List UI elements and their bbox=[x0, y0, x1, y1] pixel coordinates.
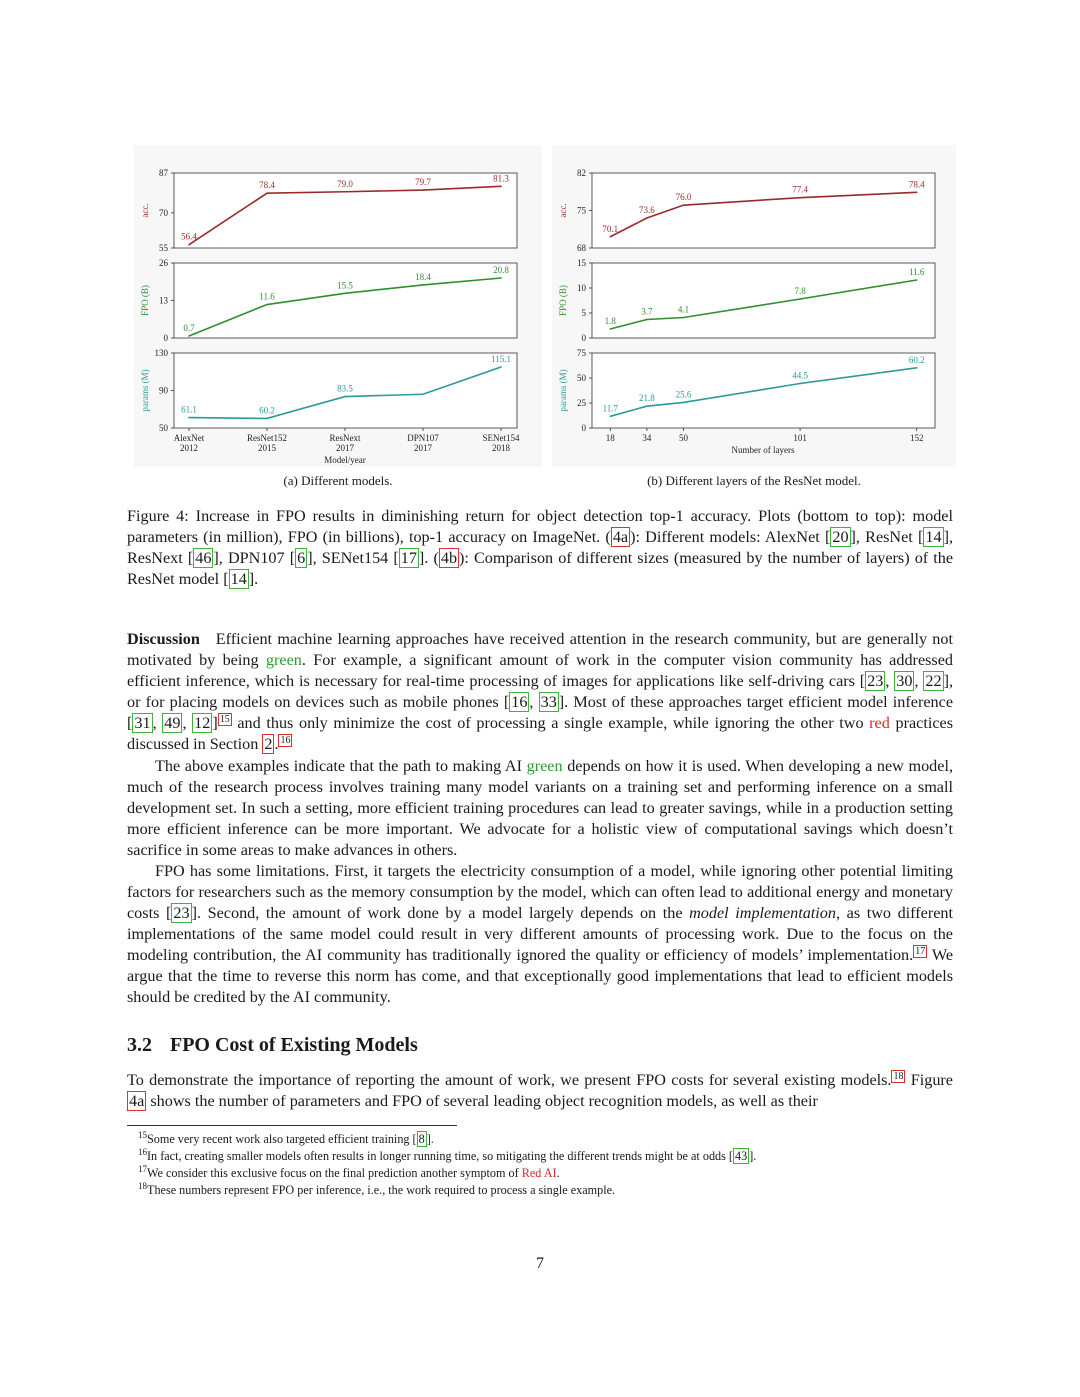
discussion-paragraph bbox=[127, 629, 953, 755]
chart-4a-panel-2-ytick-label: 90 bbox=[159, 385, 168, 396]
chart-4a-xtick-label: 2018 bbox=[492, 443, 510, 453]
green-term: green bbox=[265, 651, 302, 669]
separator: , bbox=[914, 672, 924, 690]
body-text: Figure bbox=[905, 1071, 953, 1089]
body-text: ]. Most of these approaches target efficient model inference [ bbox=[127, 693, 954, 732]
subcaption-a: (a) Different models. bbox=[283, 473, 393, 488]
chart-4a-panel-2-ylabel: params (M) bbox=[140, 369, 150, 412]
chart-4b-panel-0-data-label: 78.4 bbox=[908, 179, 925, 190]
chart-4b-panel-0-ytick-label: 75 bbox=[577, 205, 586, 216]
footnote-text: ]. bbox=[749, 1149, 757, 1164]
chart-4b-panel-0-point bbox=[609, 236, 611, 238]
caption-text: Increase in FPO results in diminishing return for object detection top-1 accuracy. Plots (bottom to top): model parameters (in million), FPO (in billions), top-1 accuracy on ImageNet. ( bbox=[127, 507, 953, 546]
chart-4a-panel-2-ytick-label: 50 bbox=[159, 423, 168, 433]
body-text: , as two different implementations of the same model could result in very different amounts of processing work. Due to the focus on the modeling contribution, the AI community has traditionally ignored the quality or efficiency of models’ implementation. bbox=[127, 904, 954, 964]
body-text: We argue that the time to reverse this norm has come, and that exceptionally good implementations that lead to efficient models should be credited by the AI community. bbox=[127, 946, 954, 1006]
figure-caption-label: Figure 4: bbox=[127, 507, 189, 525]
footnote-number: 18 bbox=[138, 1181, 147, 1191]
chart-4a-panel-1-data-label: 20.8 bbox=[493, 265, 509, 275]
citation-link[interactable]: 8 bbox=[418, 1132, 425, 1147]
figure-caption bbox=[127, 506, 953, 590]
chart-4b-panel-0-point bbox=[683, 204, 685, 206]
footnote-number: 15 bbox=[138, 1130, 147, 1140]
chart-4a-panel-0-ytick-label: 55 bbox=[159, 243, 168, 253]
chart-4a-panel-0-ytick-label: 70 bbox=[159, 207, 168, 218]
chart-4a-panel-1-point bbox=[422, 284, 424, 286]
body-text: ] bbox=[212, 714, 218, 732]
chart-4a-panel-2-data-label: 61.1 bbox=[181, 404, 197, 415]
discussion-heading: Discussion bbox=[127, 630, 200, 648]
chart-4b-panel-1-data-label: 4.1 bbox=[677, 304, 690, 315]
body-text: FPO has some limitations. First, it targets the electricity consumption of a model, while ignoring other potential limiting factors for researchers such as the memory consumption by the model, which can often lead to additional energy and monetary costs [ bbox=[127, 862, 953, 922]
chart-4b-panel-0-ytick-label: 82 bbox=[577, 168, 586, 178]
chart-4b-panel-0-ylabel: acc. bbox=[558, 203, 568, 218]
chart-4b-xtick-label: 101 bbox=[793, 433, 807, 443]
body-text: practices discussed in Section bbox=[127, 714, 953, 753]
chart-4b-panel-1-data-label: 7.8 bbox=[794, 286, 806, 296]
caption-text: ], ResNext [ bbox=[127, 528, 954, 567]
footnote-text: We consider this exclusive focus on the final prediction another symptom of bbox=[147, 1166, 522, 1181]
chart-4b-panel-0-data-label: 73.6 bbox=[639, 205, 655, 215]
footnote-text: In fact, creating smaller models often results in longer running time, so mitigating the different trends might be at odds [ bbox=[147, 1149, 733, 1164]
chart-4b-panel-1-frame bbox=[592, 263, 935, 338]
section-title: FPO Cost of Existing Models bbox=[170, 1034, 418, 1056]
section-heading bbox=[127, 1034, 418, 1057]
chart-4b-panel-2-data-label: 44.5 bbox=[792, 370, 808, 381]
chart-4b-panel-1-ytick-label: 10 bbox=[577, 283, 586, 293]
paragraph-fpo-cost bbox=[127, 1070, 953, 1112]
chart-4a-panel-0-point bbox=[344, 191, 346, 193]
caption-text: ]. ( bbox=[418, 549, 439, 567]
chart-4b-panel-2-ytick-label: 50 bbox=[577, 373, 586, 383]
footnote-text: ]. bbox=[426, 1132, 434, 1147]
chart-4a-panel-0-data-label: 79.7 bbox=[415, 177, 431, 188]
chart-4a-xtick-label: 2017 bbox=[414, 443, 432, 453]
chart-4b-panel-0-data-label: 77.4 bbox=[792, 184, 808, 195]
caption-text: ], ResNet [ bbox=[850, 528, 924, 546]
chart-4a-panel-2-data-label: 60.2 bbox=[259, 405, 275, 416]
chart-4a-xtick-label: 2015 bbox=[258, 443, 276, 453]
red-term: Red AI bbox=[521, 1166, 557, 1181]
chart-4b-panel-1-ytick-label: 5 bbox=[581, 308, 586, 318]
caption-text: ]. bbox=[248, 570, 259, 588]
chart-4a-panel-2-point bbox=[188, 417, 190, 419]
caption-text: ], SENet154 [ bbox=[307, 549, 399, 567]
chart-4a-panel-1-data-label: 0.7 bbox=[183, 322, 195, 333]
chart-4b-xtick-label: 34 bbox=[642, 433, 652, 443]
footnote-number: 17 bbox=[138, 1164, 147, 1174]
body-text: shows the number of parameters and FPO of several leading object recognition models, as well as their bbox=[146, 1092, 818, 1110]
body-text: . For example, a significant amount of work in the computer vision community has addressed efficient inference, which is necessary for real-time processing of images for applications like self-driving cars [ bbox=[127, 651, 954, 690]
caption-text: ): Comparison of different sizes (measured by the number of layers) of the ResNet model [ bbox=[127, 549, 954, 588]
citation-link[interactable]: 46 bbox=[195, 549, 212, 567]
chart-4a-panel-0-data-label: 56.4 bbox=[181, 231, 197, 242]
chart-4a-panel-1-frame bbox=[174, 263, 517, 338]
chart-4b-panel-0-point bbox=[799, 197, 801, 199]
chart-4b-panel-2-data-label: 25.6 bbox=[675, 389, 692, 400]
chart-4b-panel-1-ytick-label: 15 bbox=[577, 258, 586, 268]
chart-4b-panel-1-point bbox=[683, 317, 685, 319]
chart-4b-panel-2-ytick-label: 75 bbox=[577, 348, 586, 358]
green-term: green bbox=[526, 757, 563, 775]
footnote-18 bbox=[138, 1178, 615, 1198]
chart-4b-panel-0-data-label: 70.1 bbox=[602, 223, 619, 234]
chart-4a-xtick-label: SENet154 bbox=[482, 433, 520, 443]
chart-4b-panel-1-point bbox=[646, 319, 648, 321]
chart-4b-panel-2-ytick-label: 25 bbox=[577, 398, 586, 408]
chart-4a-panel-1-point bbox=[266, 304, 268, 306]
citation-link[interactable]: 16 bbox=[511, 693, 528, 711]
chart-4a-panel-0-ytick-label: 87 bbox=[159, 168, 168, 178]
chart-4b-panel-1-ytick-label: 0 bbox=[581, 333, 586, 343]
citation-link[interactable]: 49 bbox=[164, 714, 181, 732]
chart-4a-panel-2-point bbox=[344, 396, 346, 398]
chart-4b-xtick-label: 50 bbox=[678, 433, 688, 443]
paragraph-green-ai bbox=[127, 756, 953, 861]
chart-4a-panel-1-data-label: 15.5 bbox=[337, 280, 353, 291]
separator: , bbox=[152, 714, 163, 732]
chart-4b-svg bbox=[552, 145, 956, 467]
footnote-link[interactable]: 15 bbox=[219, 713, 230, 725]
caption-text: ], DPN107 [ bbox=[213, 549, 296, 567]
chart-4a-panel-1-ytick-label: 0 bbox=[163, 333, 168, 343]
chart-4b-panel-0-point bbox=[646, 217, 648, 219]
chart-4a-panel-0-point bbox=[422, 189, 424, 191]
citation-link[interactable]: 23 bbox=[867, 672, 884, 690]
chart-4a-panel-2-ytick-label: 130 bbox=[154, 348, 168, 358]
body-text: To demonstrate the importance of reporting the amount of work, we present FPO costs for several existing models. bbox=[127, 1071, 892, 1089]
caption-text: ): Different models: AlexNet [ bbox=[630, 528, 831, 546]
section-number: 3.2 bbox=[127, 1034, 152, 1056]
citation-link[interactable]: 31 bbox=[134, 714, 151, 732]
chart-4b-panel-0-ytick-label: 68 bbox=[577, 243, 586, 253]
chart-4a-panel-1-ylabel: FPO (B) bbox=[140, 285, 150, 316]
chart-4b-panel-2-point bbox=[916, 367, 918, 369]
figure-4a bbox=[134, 145, 542, 467]
chart-4a-panel-1-point bbox=[344, 292, 346, 294]
body-text: depends on how it is used. When developing a new model, much of the research process involves training many model variants on a training set and performing inference on a small development set. In such a setting, more efficient training procedures can lead to greater savings, while in a production setting more efficient inference can be more important. We advocate for a holistic view of computational savings which doesn’t sacrifice in some areas to make advances in others. bbox=[127, 757, 953, 859]
citation-link[interactable]: 17 bbox=[400, 549, 417, 567]
chart-4b-xtick-label: 18 bbox=[605, 433, 615, 443]
chart-4a-panel-1-ytick-label: 13 bbox=[159, 295, 168, 306]
footnote-text: These numbers represent FPO per inference, i.e., the work required to process a single example. bbox=[147, 1183, 616, 1198]
citation-link[interactable]: 43 bbox=[735, 1149, 748, 1164]
chart-4b-panel-1-data-label: 3.7 bbox=[641, 306, 653, 317]
chart-4b-xlabel: Number of layers bbox=[731, 445, 795, 455]
paragraph-fpo-limitations bbox=[127, 861, 953, 1008]
chart-4b-panel-2-point bbox=[683, 402, 685, 404]
citation-link[interactable]: 20 bbox=[832, 528, 849, 546]
citation-link[interactable]: 14 bbox=[230, 570, 247, 588]
chart-4a-xtick-label: 2012 bbox=[180, 443, 198, 453]
chart-4a-panel-2-point bbox=[266, 418, 268, 420]
chart-4a-panel-0-data-label: 79.0 bbox=[337, 178, 353, 189]
separator: , bbox=[182, 714, 193, 732]
subcaption-b: (b) Different layers of the ResNet model. bbox=[647, 473, 861, 488]
body-text: ], or for placing models on devices such as mobile phones [ bbox=[127, 672, 954, 711]
chart-4b-panel-2-data-label: 60.2 bbox=[908, 354, 925, 365]
chart-4b-panel-2-data-label: 11.7 bbox=[602, 403, 619, 414]
footnote-rule bbox=[127, 1125, 457, 1126]
chart-4a-panel-2-point bbox=[500, 366, 502, 368]
chart-4b-panel-0-data-label: 76.0 bbox=[675, 192, 692, 203]
citation-link[interactable]: 33 bbox=[540, 693, 557, 711]
page-number: 7 bbox=[536, 1255, 544, 1272]
footnote-link[interactable]: 16 bbox=[280, 734, 291, 746]
body-text: The above examples indicate that the path to making AI bbox=[155, 757, 527, 775]
citation-link[interactable]: 12 bbox=[194, 714, 211, 732]
chart-4b-panel-2-ylabel: params (M) bbox=[558, 369, 568, 412]
chart-4a-xtick-label: ResNet152 bbox=[247, 433, 287, 443]
chart-4a-xtick-label: DPN107 bbox=[407, 433, 439, 443]
chart-4b-panel-0-point bbox=[916, 191, 918, 193]
chart-4a-panel-0-data-label: 81.3 bbox=[493, 173, 509, 184]
chart-4a-panel-0-point bbox=[266, 192, 268, 194]
chart-4a-panel-1-ytick-label: 26 bbox=[159, 258, 168, 268]
chart-4b-panel-2-point bbox=[609, 416, 611, 418]
chart-4a-panel-1-point bbox=[188, 335, 190, 337]
citation-link[interactable]: 30 bbox=[896, 672, 913, 690]
chart-4a-xlabel: Model/year bbox=[324, 455, 366, 465]
chart-4b-panel-2-point bbox=[646, 405, 648, 407]
ref-link-4b[interactable]: 4b bbox=[440, 549, 458, 567]
red-term: red bbox=[869, 714, 890, 732]
chart-4b-panel-1-data-label: 11.6 bbox=[908, 267, 925, 277]
ref-link-4a[interactable]: 4a bbox=[129, 1092, 145, 1110]
chart-4b-panel-1-data-label: 1.8 bbox=[604, 316, 616, 326]
chart-4a-xtick-label: ResNext bbox=[329, 433, 361, 443]
chart-4b-panel-2-data-label: 21.8 bbox=[639, 393, 655, 404]
chart-4b-panel-2-frame bbox=[592, 353, 935, 428]
chart-4a-panel-2-data-label: 115.1 bbox=[491, 353, 511, 364]
chart-4a-xtick-label: 2017 bbox=[336, 443, 354, 453]
separator: , bbox=[529, 693, 539, 711]
chart-4a-panel-0-ylabel: acc. bbox=[140, 203, 150, 218]
body-text: . bbox=[274, 735, 279, 753]
chart-4a-panel-1-data-label: 11.6 bbox=[259, 291, 275, 302]
chart-4b-panel-1-point bbox=[609, 328, 611, 330]
chart-4a-xtick-label: AlexNet bbox=[173, 433, 205, 443]
chart-4a-panel-2-data-label: 83.5 bbox=[337, 383, 353, 394]
body-text: and thus only minimize the cost of processing a single example, while ignoring the other two bbox=[231, 714, 870, 732]
footnote-text: Some very recent work also targeted efficient training [ bbox=[147, 1132, 417, 1147]
footnote-number: 16 bbox=[138, 1147, 147, 1157]
body-text: ]. Second, the amount of work done by a model largely depends on the bbox=[191, 904, 690, 922]
citation-link[interactable]: 22 bbox=[925, 672, 942, 690]
chart-4b-xtick-label: 152 bbox=[909, 433, 924, 443]
separator: , bbox=[885, 672, 895, 690]
chart-4a-panel-1-data-label: 18.4 bbox=[415, 271, 431, 282]
ref-link-4a[interactable]: 4a bbox=[612, 528, 629, 546]
chart-4a-panel-0-data-label: 78.4 bbox=[259, 180, 275, 191]
footnote-link[interactable]: 17 bbox=[915, 945, 926, 957]
chart-4b-panel-1-point bbox=[799, 298, 801, 300]
chart-4a-panel-0-point bbox=[500, 186, 502, 188]
chart-4a-panel-2-point bbox=[422, 393, 424, 395]
figure-4b bbox=[552, 145, 956, 467]
chart-4b-panel-1-point bbox=[916, 279, 918, 281]
footnote-link[interactable]: 18 bbox=[893, 1070, 904, 1082]
chart-4a-panel-0-point bbox=[188, 244, 190, 246]
citation-link[interactable]: 14 bbox=[925, 528, 942, 546]
chart-4b-panel-2-point bbox=[799, 383, 801, 385]
citation-link[interactable]: 6 bbox=[297, 549, 306, 567]
citation-link[interactable]: 23 bbox=[173, 904, 190, 922]
body-text: Efficient machine learning approaches have received attention in the research community, but are generally not motivated by being bbox=[127, 630, 953, 669]
chart-4b-panel-2-ytick-label: 0 bbox=[581, 423, 586, 433]
emphasis-text: model implementation bbox=[689, 904, 836, 922]
footnote-text: . bbox=[556, 1166, 560, 1181]
chart-4b-panel-1-ylabel: FPO (B) bbox=[558, 285, 568, 316]
chart-4a-svg bbox=[134, 145, 542, 467]
section-link[interactable]: 2 bbox=[264, 735, 273, 753]
chart-4a-panel-1-point bbox=[500, 277, 502, 279]
